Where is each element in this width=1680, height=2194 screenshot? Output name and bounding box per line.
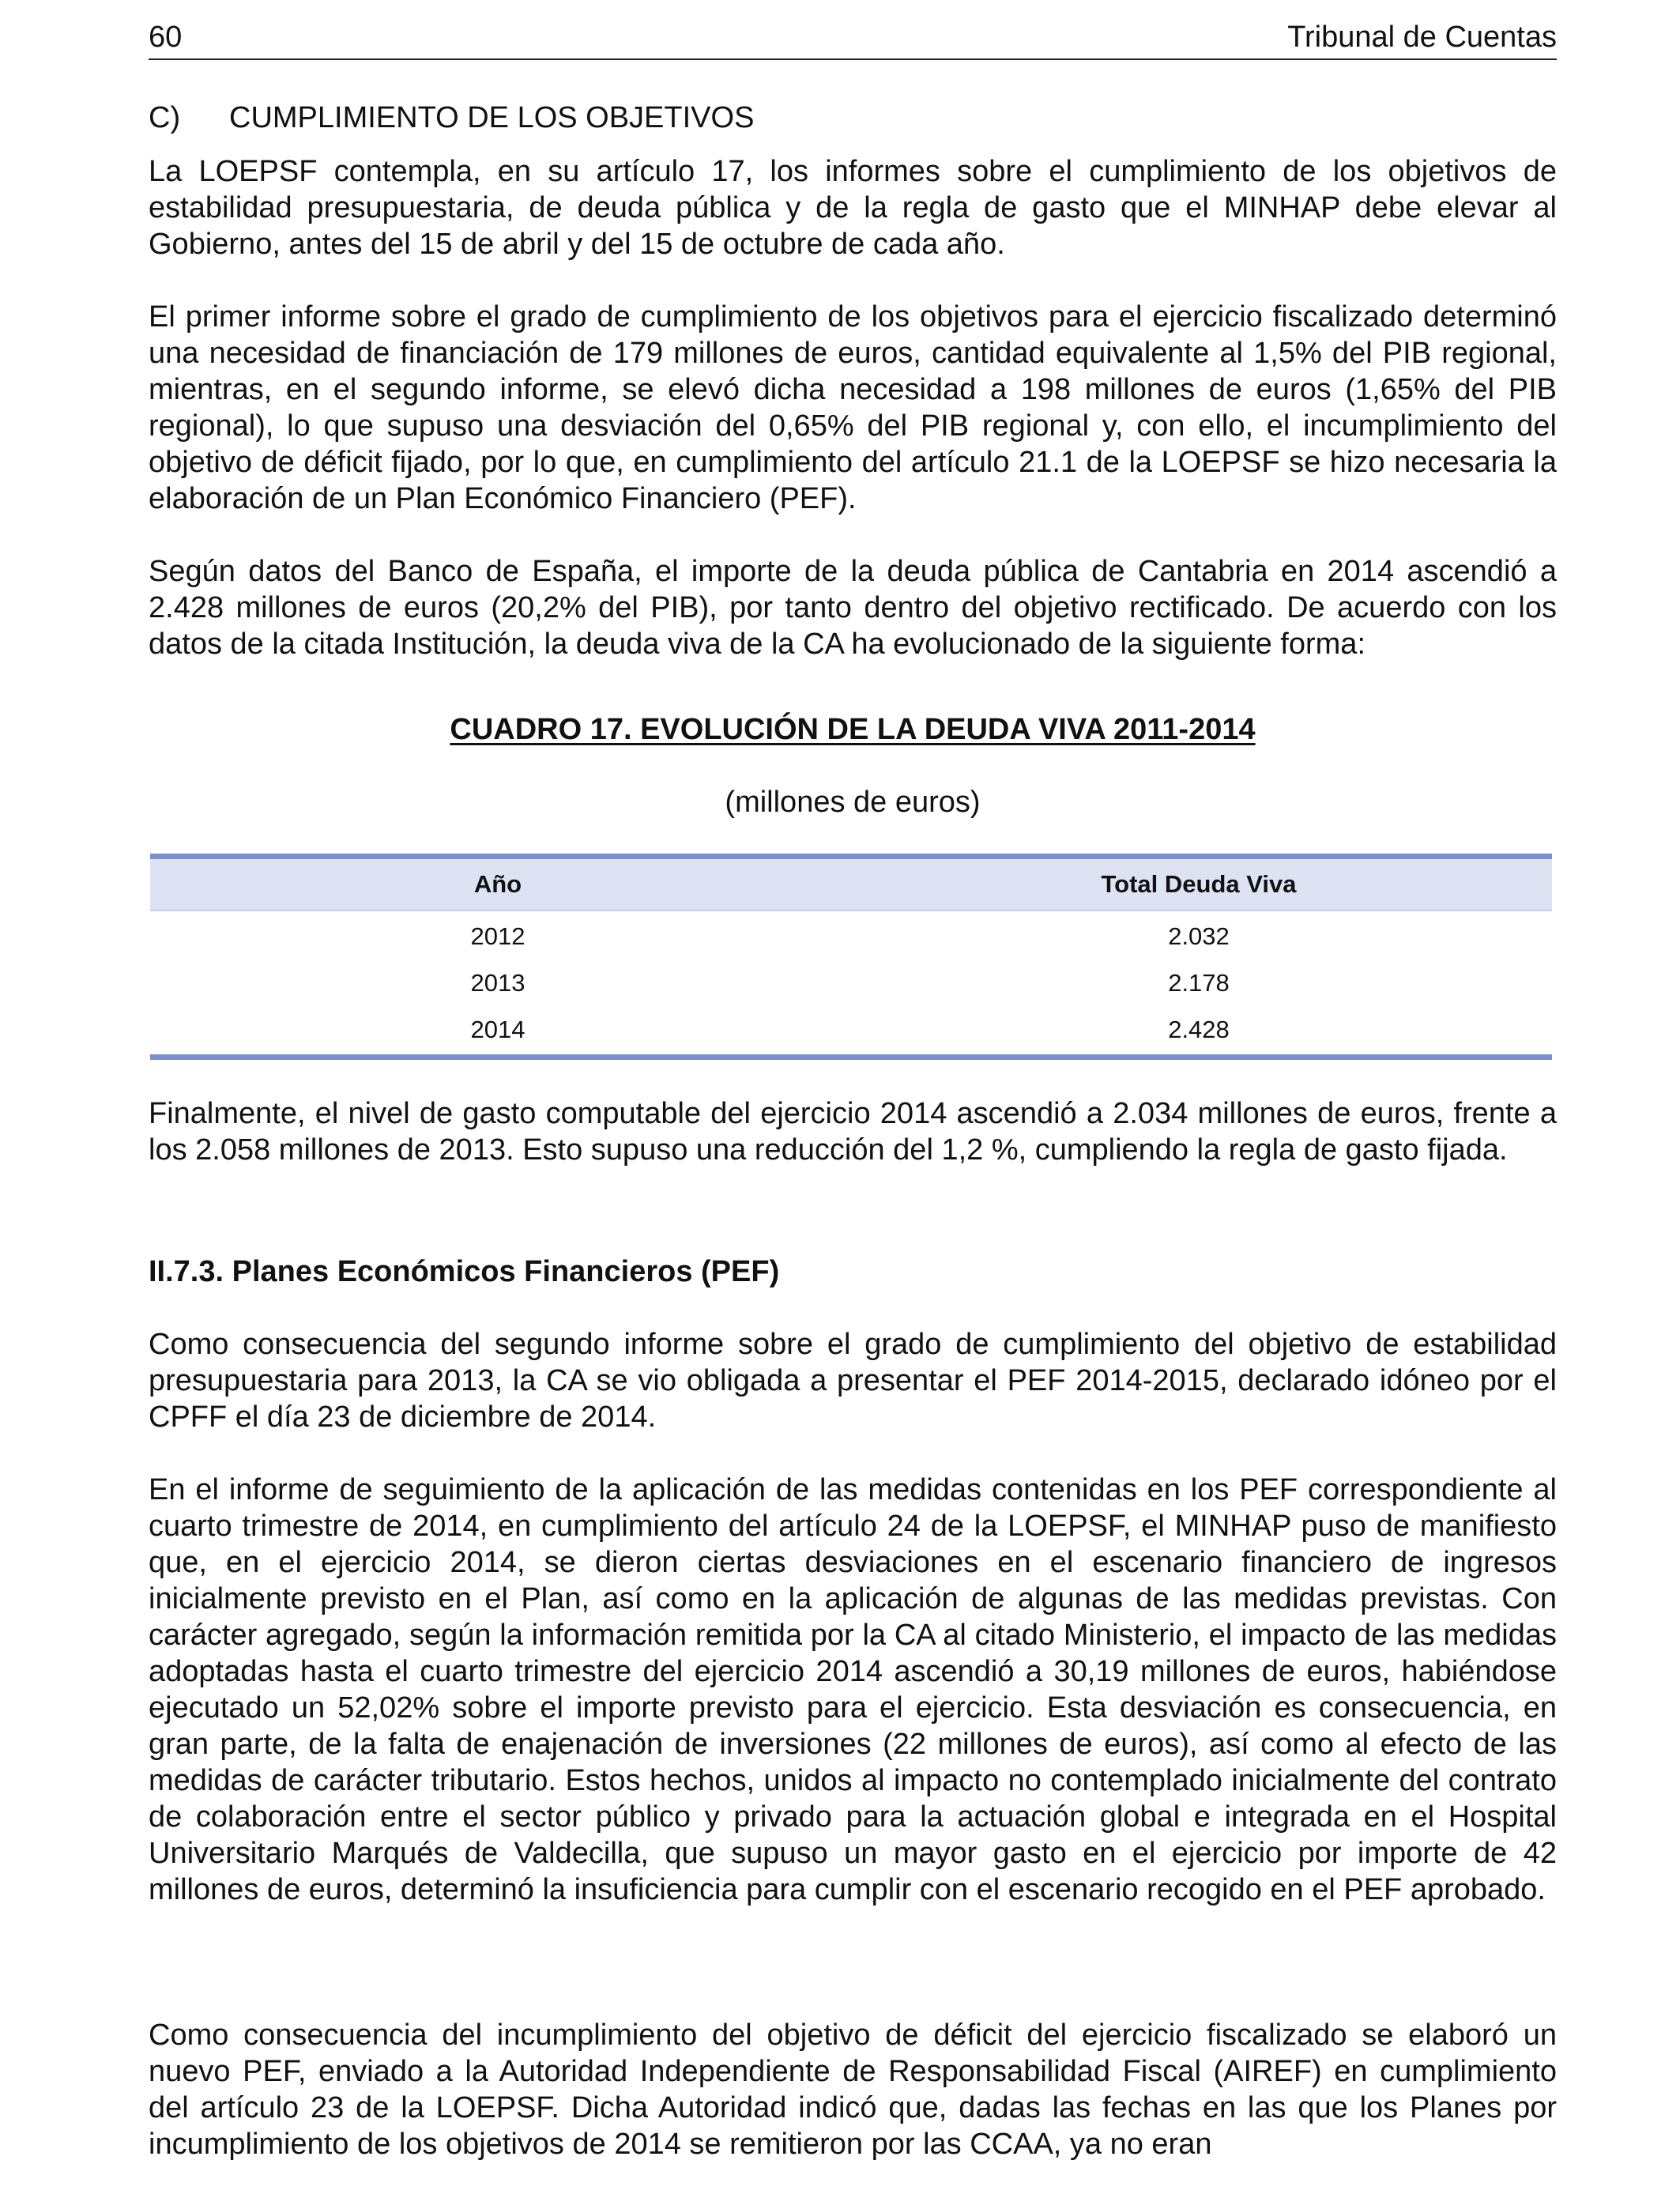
column-header-total: Total Deuda Viva (1101, 870, 1297, 898)
section-letter: C) (149, 101, 181, 134)
column-header-year: Año (473, 870, 522, 898)
table-bottom-rule (150, 1054, 1552, 1060)
paragraph-seguimiento: En el informe de seguimiento de la aplicación de las medidas contenidas en los PEF correspondiente al cuarto trimestre de 2014, en cumplimiento del artículo 24 de la LOEPSF, el MINHAP puso de manifiesto que, en el ejercicio 2014, se dieron ciertas desviaciones en el escenario financiero de ingresos inicialmente previsto en el Plan, así como en la aplicación de algunas de las medidas previstas. Con carácter agregado, según la información remitida por la CA al citado Ministerio, el impacto de las medidas adoptadas hasta el cuarto trimestre del ejercicio 2014 ascendió a 30,19 millones de euros, habiéndose ejecutado un 52,02% sobre el importe previsto para el ejercicio. Esta desviación es consecuencia, en gran parte, de la falta de enajenación de inversiones (22 millones de euros), así como al efecto de las medidas de carácter tributario. Estos hechos, unidos al impacto no contemplado inicialmente del contrato de colaboración entre el sector público y privado para la actuación global e integrada en el Hospital Universitario Marqués de Valdecilla, que supuso un mayor gasto en el ejercicio por importe de 42 millones de euros, determinó la insuficiencia para cumplir con el escenario recogido en el PEF aprobado. (149, 1473, 1557, 1906)
paragraph-gasto-computable: Finalmente, el nivel de gasto computable del ejercicio 2014 ascendió a 2.034 millones de euros, frente a los 2.058 millones de 2013. Esto supuso una reducción del 1,2 %, cumpliendo la regla de gasto fijada. (149, 1097, 1557, 1167)
cell-total: 2.032 (1168, 922, 1230, 950)
cell-total: 2.428 (1168, 1016, 1230, 1043)
table-subtitle: (millones de euros) (725, 786, 981, 819)
paragraph-loepsf: La LOEPSF contempla, en su artículo 17, los informes sobre el cumplimiento de los objetivos de estabilidad presupuestaria, de deuda pública y de la regla de gasto que el MINHAP debe elevar al Gobierno, antes del 15 de abril y del 15 de octubre de cada año. (149, 155, 1557, 261)
paragraph-banco-espana: Según datos del Banco de España, el importe de la deuda pública de Cantabria en 2014 ascendió a 2.428 millones de euros (20,2% del PIB), por tanto dentro del objetivo rectificado. De acuerdo con los datos de la citada Institución, la deuda viva de la CA ha evolucionado de la siguiente forma: (149, 555, 1557, 661)
paragraph-nuevo-pef: Como consecuencia del incumplimiento del objetivo de déficit del ejercicio fiscalizado se elaboró un nuevo PEF, enviado a la Autoridad Independiente de Responsabilidad Fiscal (AIREF) en cumplimiento del artículo 23 de la LOEPSF. Dicha Autoridad indicó que, dadas las fechas en las que los Planes por incumplimiento de los objetivos de 2014 se remitieron por las CCAA, ya no eran (149, 2019, 1557, 2161)
cell-year: 2012 (470, 922, 525, 950)
page-header (149, 16, 1557, 60)
table-row (150, 1006, 1552, 1053)
page-number: 60 (149, 21, 183, 54)
table-row (150, 959, 1552, 1006)
cell-year: 2013 (470, 969, 525, 997)
table-title-text: CUADRO 17. EVOLUCIÓN DE LA DEUDA VIVA 2011-2014 (450, 713, 1256, 746)
section-title: CUMPLIMIENTO DE LOS OBJETIVOS (229, 101, 755, 134)
cell-total: 2.178 (1168, 969, 1230, 997)
table-row (150, 913, 1552, 959)
debt-table (150, 854, 1552, 1060)
paragraph-segundo-informe: Como consecuencia del segundo informe sobre el grado de cumplimiento del objetivo de estabilidad presupuestaria para 2013, la CA se vio obligada a presentar el PEF 2014-2015, declarado idóneo por el CPFF el día 23 de diciembre de 2014. (149, 1328, 1557, 1434)
section-heading (149, 100, 754, 136)
header-publisher: Tribunal de Cuentas (1287, 21, 1557, 54)
table-header-row (150, 859, 1552, 911)
table-title (149, 711, 1557, 748)
paragraph-primer-informe: El primer informe sobre el grado de cumplimiento de los objetivos para el ejercicio fiscalizado determinó una necesidad de financiación de 179 millones de euros, cantidad equivalente al 1,5% del PIB regional, mientras, en el segundo informe, se elevó dicha necesidad a 198 millones de euros (1,65% del PIB regional), lo que supuso una desviación del 0,65% del PIB regional y, con ello, el incumplimiento del objetivo de déficit fijado, por lo que, en cumplimiento del artículo 21.1 de la LOEPSF se hizo necesaria la elaboración de un Plan Económico Financiero (PEF). (149, 300, 1557, 515)
subsection-title: II.7.3. Planes Económicos Financieros (PEF) (149, 1255, 780, 1288)
table-top-rule (150, 854, 1552, 859)
cell-year: 2014 (470, 1016, 525, 1043)
